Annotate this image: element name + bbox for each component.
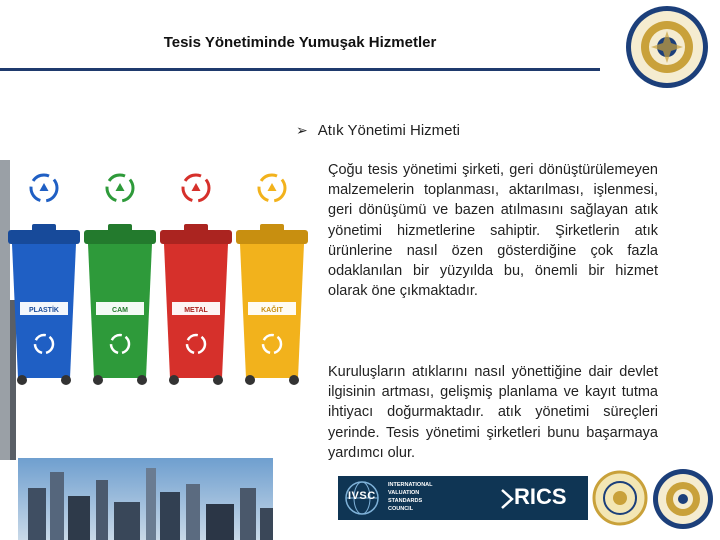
recycling-bin bbox=[84, 175, 156, 385]
bin-label: CAM bbox=[112, 307, 128, 314]
bin-wheel bbox=[93, 375, 103, 385]
university-seal-logo bbox=[624, 4, 710, 90]
bin-lid bbox=[160, 230, 232, 244]
ivsc-sub-line: VALUATION bbox=[388, 490, 420, 496]
bullet-heading bbox=[296, 122, 460, 139]
bin-handle bbox=[184, 224, 208, 232]
paragraph-2: Kuruluşların atıklarını nasıl yönettiğine dair devlet ilgisinin artması, gelişmiş planlama ve kayıt tutma ihtiyacı doğurmaktadır. atık yönetimi süreçleri yerinde. Tesis yönetimi şirketleri bunu başarmaya yardımcı olur. bbox=[328, 364, 658, 461]
paragraph-1: Çoğu tesis yönetimi şirketi, geri dönüştürülemeyen malzemelerin toplanması, aktarılması, işlenmesi, geri dönüşümü ve bazen atılmasını sağlayan atık yönetimi hizmetlerine sahiptir. Şirketlerin atık ürünlerine nasıl özen gösterdiğine çok fazla odaklanılan bir yüzyılda bu, önemli bir hizmet olarak öne çıkmaktadır. bbox=[328, 162, 658, 300]
bin-handle bbox=[108, 224, 132, 232]
rics-logo bbox=[498, 476, 588, 520]
bullet-arrow-icon: ➢ bbox=[296, 122, 308, 138]
bin-label: METAL bbox=[184, 307, 208, 314]
ivsc-subtitle bbox=[388, 481, 493, 513]
bin-wheel bbox=[137, 375, 147, 385]
ivsc-wordmark: IVSC bbox=[348, 490, 376, 502]
recycling-bins-illustration bbox=[0, 168, 310, 393]
bin-label: PLASTİK bbox=[29, 307, 59, 314]
bin-wheel bbox=[17, 375, 27, 385]
rics-mark-icon bbox=[500, 488, 514, 510]
slide-title: Tesis Yönetiminde Yumuşak Hizmetler bbox=[163, 34, 437, 51]
recycle-icon-arrow bbox=[116, 183, 125, 191]
recycle-icon-arrow bbox=[268, 183, 277, 191]
bin-lid bbox=[8, 230, 80, 244]
bin-wheel bbox=[289, 375, 299, 385]
ivsc-sub-line: INTERNATIONAL bbox=[388, 482, 433, 488]
partner-seal-logo bbox=[592, 470, 648, 526]
recycling-bin bbox=[8, 175, 80, 385]
ivsc-logo bbox=[338, 476, 498, 520]
recycle-icon-arrow bbox=[192, 183, 201, 191]
bin-handle bbox=[32, 224, 56, 232]
rics-wordmark: RICS bbox=[514, 484, 567, 509]
university-seal-logo-small bbox=[652, 468, 714, 530]
bin-label: KAĞIT bbox=[261, 307, 283, 314]
ivsc-sub-line: STANDARDS bbox=[388, 498, 423, 504]
bin-handle bbox=[260, 224, 284, 232]
title-divider bbox=[0, 68, 600, 71]
recycle-icon-arrow bbox=[40, 183, 49, 191]
city-skyline-photo bbox=[18, 458, 273, 540]
bin-wheel bbox=[61, 375, 71, 385]
bin-wheel bbox=[213, 375, 223, 385]
ivsc-sub-line: COUNCIL bbox=[388, 506, 414, 512]
recycling-bin bbox=[160, 175, 232, 385]
bin-lid bbox=[84, 230, 156, 244]
bin-wheel bbox=[245, 375, 255, 385]
bin-lid bbox=[236, 230, 308, 244]
recycling-bin bbox=[236, 175, 308, 385]
bullet-text: Atık Yönetimi Hizmeti bbox=[317, 122, 460, 139]
bin-wheel bbox=[169, 375, 179, 385]
